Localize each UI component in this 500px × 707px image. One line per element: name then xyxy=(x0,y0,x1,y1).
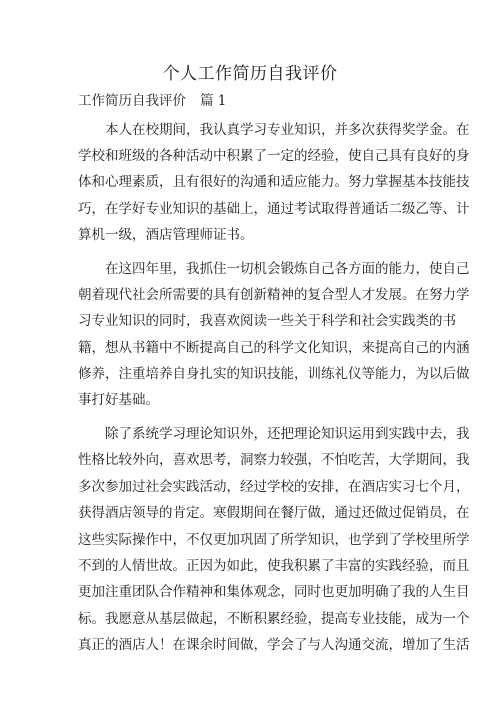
text-line: 巧，在学好专业知识的基础上，通过考试取得普通话二级乙等、计 xyxy=(78,200,470,217)
text-line: 事打好基础。 xyxy=(78,391,159,408)
text-line: 在这四年里，我抓住一切机会锻炼自己各方面的能力，使自己 xyxy=(105,260,470,277)
text-line: 习专业知识的同时，我喜欢阅读一些关于科学和社会实践类的书 xyxy=(78,313,456,330)
paragraph xyxy=(78,117,470,248)
text-line: 体和心理素质，且有很好的沟通和适应能力。努力掌握基本技能技 xyxy=(78,174,470,191)
subtitle-number: 篇 1 xyxy=(200,93,227,109)
text-line: 学校和班级的各种活动中积累了一定的经验，使自己具有良好的身 xyxy=(78,148,470,165)
text-line: 算机一级，酒店管理师证书。 xyxy=(78,226,254,243)
text-line: 更加注重团队合作精神和集体观念，同时也更加明确了我的人生目 xyxy=(78,584,470,601)
text-line: 朝着现代社会所需要的具有创新精神的复合型人才发展。在努力学 xyxy=(78,287,470,304)
subtitle-label: 工作简历自我评价 xyxy=(78,93,186,109)
document-title: 个人工作简历自我评价 xyxy=(162,64,338,84)
paragraph xyxy=(78,421,470,659)
text-line: 籍，想从书籍中不断提高自己的科学文化知识，来提高自己的内涵 xyxy=(78,339,470,356)
text-line: 修养，注重培养自身扎实的知识技能，训练礼仪等能力，为以后做 xyxy=(78,365,470,382)
text-line: 不到的人情世故。正因为如此，使我积累了丰富的实践经验，而且 xyxy=(78,558,470,575)
text-line: 获得酒店领导的肯定。寒假期间在餐厅做，通过还做过促销员，在 xyxy=(78,505,470,522)
text-line: 这些实际操作中，不仅更加巩固了所学知识，也学到了学校里所学 xyxy=(78,531,470,548)
text-line: 多次参加过社会实践活动，经过学校的安排，在酒店实习七个月， xyxy=(78,478,470,495)
document-body xyxy=(78,117,470,667)
text-line: 本人在校期间，我认真学习专业知识，并多次获得奖学金。在 xyxy=(105,122,470,138)
text-line: 除了系统学习理论知识外，还把理论知识运用到实践中去，我 xyxy=(105,426,470,443)
section-subtitle xyxy=(78,91,226,111)
paragraph xyxy=(78,256,470,413)
text-line: 真正的酒店人！在课余时间做，学会了与人沟通交流，增加了生活 xyxy=(78,637,470,654)
text-line: 标。我愿意从基层做起，不断积累经验，提高专业技能，成为一个 xyxy=(78,610,470,627)
text-line: 性格比较外向，喜欢思考，洞察力较强，不怕吃苦，大学期间，我 xyxy=(78,452,470,469)
